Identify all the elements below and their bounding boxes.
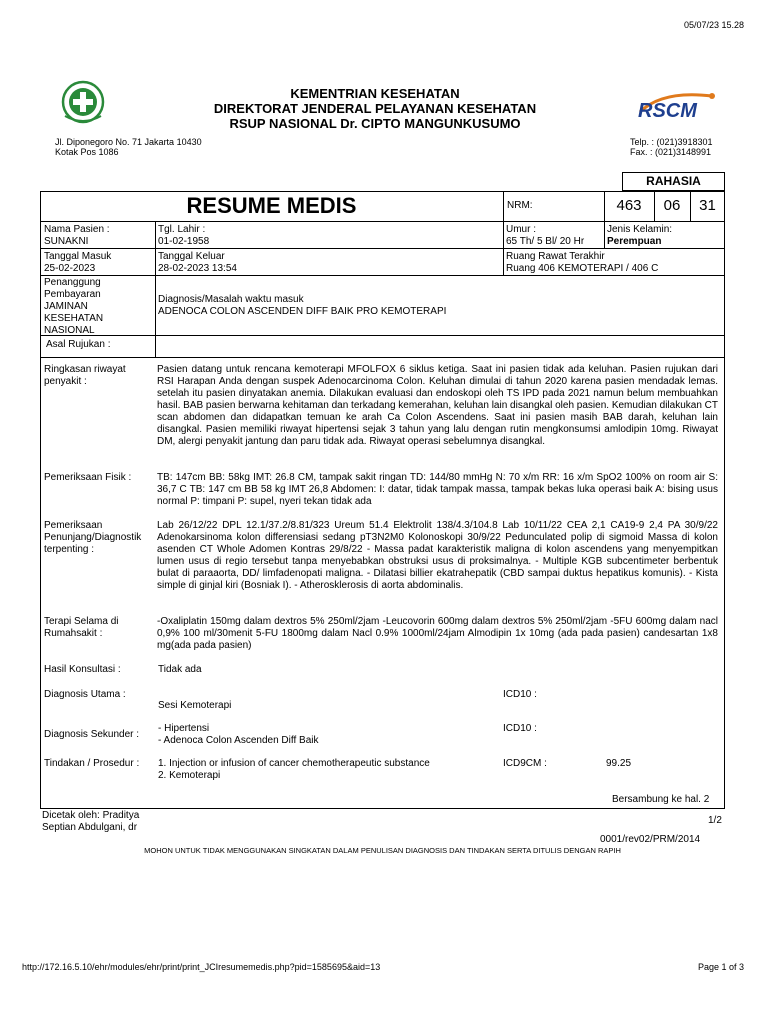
- rahasia-box: [622, 172, 725, 191]
- proc-icd-value: 99.25: [606, 758, 632, 769]
- therapy-text: -Oxaliplatin 150mg dalam dextros 5% 250ml/2jam -Leucovorin 600mg dalam dextros 5% 250ml/2jam -5FU 600mg dalam nacl 0,9% 100 ml/30menit 5-FU 1800mg dalam Nacl 0.9% 1000ml/24jam Almodipin 1x 10mg (ada pada pasien) candesartan 1x8 mg(ada pada pasien): [157, 616, 718, 651]
- proc-1: 1. Injection or infusion of cancer chemotherapeutic substance: [158, 758, 430, 769]
- admit-label: Tanggal Masuk: [44, 251, 112, 262]
- main-dx-value: Sesi Kemoterapi: [158, 700, 232, 711]
- sec-dx-1: - Hipertensi: [158, 723, 210, 734]
- print-timestamp: 05/07/23 15.28: [683, 20, 744, 30]
- header-line-2: DIREKTORAT JENDERAL PELAYANAN KESEHATAN: [213, 101, 537, 116]
- therapy-label: Terapi Selama di Rumahsakit :: [44, 616, 119, 639]
- sex-label: Jenis Kelamin:: [607, 224, 673, 235]
- continued-note: Bersambung ke hal. 2: [612, 794, 710, 805]
- proc-2: 2. Kemoterapi: [158, 770, 221, 781]
- history-text: Pasien datang untuk rencana kemoterapi MFOLFOX 6 siklus ketiga. Saat ini pasien tidak ada keluhan. Pasien rujukan dari RSI Harapan Anda dengan suspek Adenocarcinoma Colon. Keluhan dimulai di tahun 2020 karena pasien mendadak lemas. setelah itu pasien dinyatakan anemia. Dilakukan evaluasi dan endoskopi oleh TS IPD pada 2021 namun belum membuahkan hasil. BAB pasien berwarna kehitaman dan terkadang kemerahan, keluhan lain disangkal oleh pasien. Kemudian dilakukan CT scan abdomen dan didapatkan temuan ke arah Ca Colon Ascendens. Saat ini pasien masih BAB darah, keluhan lain disangkal. Pasien memiliki riwayat hipertensi sejak 3 tahun yang lalu dengan rutin mengkonsumsi amlodipin 10mg. Riwayat DM, alergi penyakit jantung dan paru tidak ada. Riwayat operasi sebelumnya disangkal.: [157, 364, 718, 447]
- form-code: 0001/rev02/PRM/2014: [600, 834, 701, 845]
- payer-value: JAMINAN KESEHATAN NASIONAL: [44, 301, 104, 336]
- nrm-part-2: 06: [663, 197, 681, 214]
- history-label: Ringkasan riwayat penyakit :: [44, 364, 126, 387]
- header-line-1: KEMENTRIAN KESEHATAN: [290, 86, 460, 101]
- sec-dx-label: Diagnosis Sekunder :: [44, 729, 140, 740]
- consult-value: Tidak ada: [158, 664, 202, 675]
- sec-icd-label: ICD10 :: [503, 723, 537, 734]
- rahasia-label: RAHASIA: [646, 174, 701, 188]
- physical-text: TB: 147cm BB: 58kg IMT: 26.8 CM, tampak sakit ringan TD: 144/80 mmHg N: 70 x/m RR: 16 x/m SpO2 100% on room air S: 36,7 C TB: 147 cm BB 58 kg IMT 26,8 Abdomen: I: datar, tidak tampak massa, tampak bekas luka operasi baik A: bising usus normal P: timpani P: supel, nyeri tekan tidak ada: [157, 472, 718, 507]
- referral-label: Asal Rujukan :: [46, 339, 111, 350]
- address-line-1: Jl. Diponegoro No. 71 Jakarta 10430: [55, 137, 202, 147]
- dob-label: Tgl. Lahir :: [158, 224, 206, 235]
- nrm-part-1: 463: [616, 197, 642, 214]
- proc-icd-label: ICD9CM :: [503, 758, 547, 769]
- dx-admit-label: Diagnosis/Masalah waktu masuk: [158, 294, 304, 305]
- printed-by-2: Septian Abdulgani, dr: [42, 822, 138, 833]
- header-line-3: RSUP NASIONAL Dr. CIPTO MANGUNKUSUMO: [229, 116, 521, 131]
- patient-name: SUNAKNI: [44, 236, 89, 247]
- dob-value: 01-02-1958: [158, 236, 210, 247]
- age-label: Umur :: [506, 224, 536, 235]
- nrm-part-3: 31: [699, 197, 716, 214]
- support-label: Pemeriksaan Penunjang/Diagnostik terpenting :: [44, 520, 142, 555]
- bakti-husada-logo: [55, 80, 111, 128]
- discharge-date: 28-02-2023 13:54: [158, 263, 237, 274]
- main-dx-label: Diagnosis Utama :: [44, 689, 126, 700]
- nrm-label: NRM:: [507, 200, 533, 211]
- phone: Telp. : (021)3918301: [630, 137, 713, 147]
- writing-notice: MOHON UNTUK TIDAK MENGGUNAKAN SINGKATAN DALAM PENULISAN DIAGNOSIS DAN TINDAKAN SERTA DITULIS DENGAN RAPIH: [144, 846, 621, 855]
- physical-label: Pemeriksaan Fisik :: [44, 472, 132, 483]
- address-line-2: Kotak Pos 1086: [55, 147, 119, 157]
- rscm-logo: [632, 88, 722, 128]
- printed-by-1: Dicetak oleh: Praditya: [42, 810, 140, 821]
- ward-label: Ruang Rawat Terakhir: [506, 251, 605, 262]
- page-fraction: 1/2: [708, 815, 722, 826]
- main-icd-label: ICD10 :: [503, 689, 537, 700]
- rscm-logo-text: RSCM: [638, 100, 697, 122]
- proc-label: Tindakan / Prosedur :: [44, 758, 140, 769]
- sec-dx-2: - Adenoca Colon Ascenden Diff Baik: [158, 735, 319, 746]
- payer-label: Penanggung Pembayaran: [44, 277, 101, 300]
- page-number: Page 1 of 3: [697, 962, 744, 972]
- admit-date: 25-02-2023: [44, 263, 96, 274]
- page-url[interactable]: http://172.16.5.10/ehr/modules/ehr/print/print_JCIresumemedis.php?pid=1585695&aid=13: [22, 962, 381, 972]
- name-label: Nama Pasien :: [44, 224, 110, 235]
- support-text: Lab 26/12/22 DPL 12.1/37.2/8.81/323 Ureum 51.4 Elektrolit 138/4.3/104.8 Lab 10/11/22 CEA 2,1 CA19-9 2,4 PA 30/9/22 Adenokarsinoma kolon differensiasi sedang pT3N2M0 Kolonoskopi 30/9/22 Pedunculated polip di sigmoid Massa di kolon asenden CT Whole Adomen Kontras 29/8/22 - Massa padat karakteristik maligna di kolon ascendens yang menyempitkan lumen usus di regio tersebut tanpa menyebabkan obstruksi usus di proksimalnya. - Multiple KGB subcentimeter berbentuk bulat di paraaorta, DD/ limfadenopati maligna. - Dilatasi billier ekatrahepatik (CBD sampai duktus hepatikus komunis). - Kista simple di ginjal kiri (Bosniak I). - Atherosklerosis di aorta abdominalis.: [157, 520, 718, 591]
- dx-admit-value: ADENOCA COLON ASCENDEN DIFF BAIK PRO KEMOTERAPI: [158, 306, 447, 317]
- age-value: 65 Th/ 5 Bl/ 20 Hr: [506, 236, 585, 247]
- consult-label: Hasil Konsultasi :: [44, 664, 121, 675]
- fax: Fax. : (021)3148991: [630, 147, 712, 157]
- discharge-label: Tanggal Keluar: [158, 251, 225, 262]
- ward-value: Ruang 406 KEMOTERAPI / 406 C: [506, 263, 659, 274]
- doc-title: RESUME MEDIS: [186, 193, 357, 218]
- sex-value: Perempuan: [607, 236, 662, 247]
